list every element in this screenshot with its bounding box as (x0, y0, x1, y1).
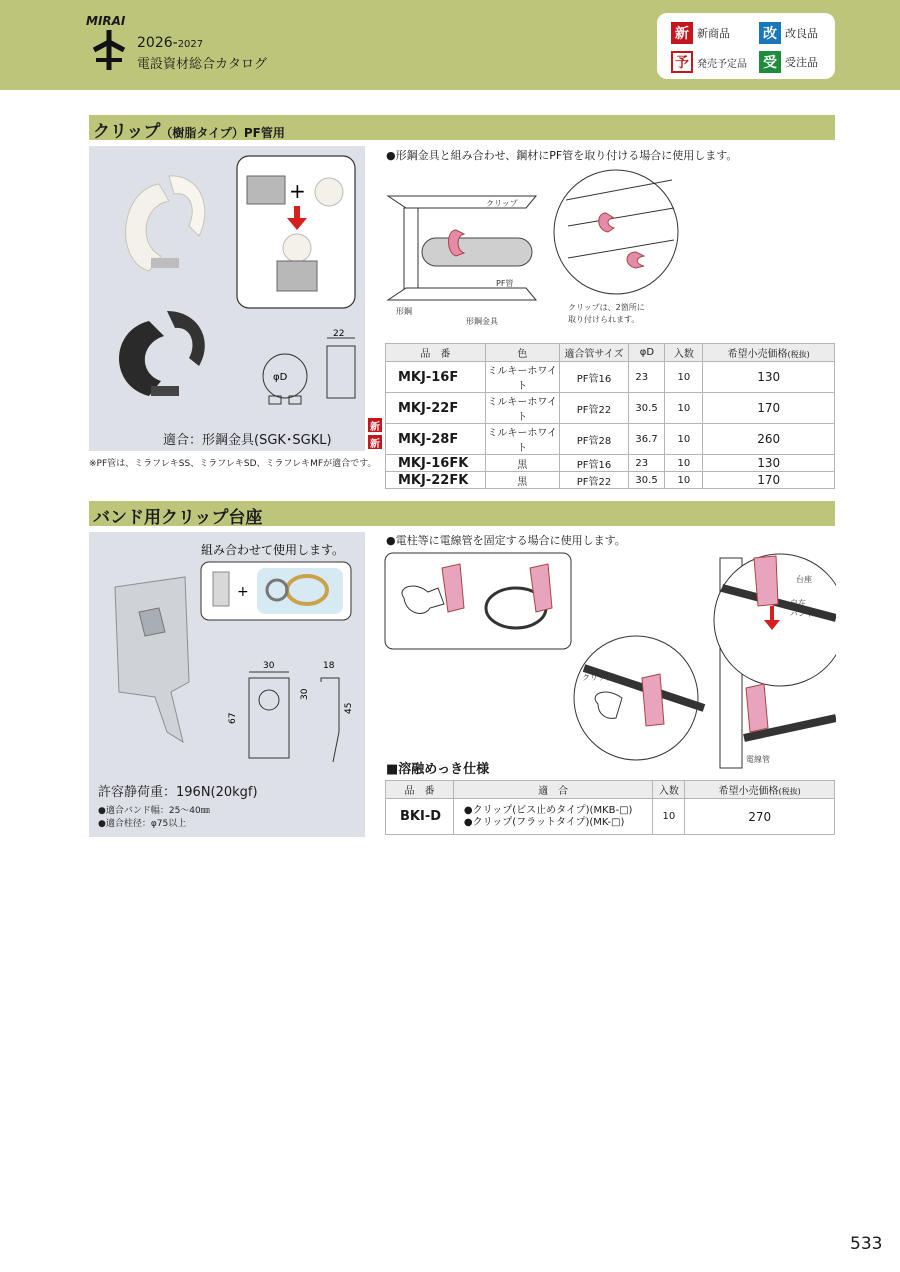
dimension-45: 45 (344, 702, 354, 714)
diagram-note-line1: クリップは、2箇所に (568, 303, 645, 312)
legend-box (657, 13, 835, 79)
diagram-label-steel: 形鋼 (396, 307, 412, 316)
diagram-label-clip: クリップ (582, 673, 614, 682)
catalog-title: 電設資材総合カタログ (137, 57, 268, 72)
mirai-logo-icon (86, 20, 132, 72)
diagram-note-line2: 取り付けられます。 (568, 315, 640, 324)
clip-installation-diagram (386, 168, 706, 332)
clip-compat-caption: 適合：形鋼金具(SGK･SGKL) (163, 433, 332, 448)
band-base-spec-table (385, 780, 835, 835)
table-header-row: 品 番 色 適合管サイズ φD 入数 希望小売価格(税抜) (386, 344, 835, 362)
table-row: MKJ-16FK 黒 PF管16 23 10 130 (386, 455, 835, 472)
plus-sign: + (237, 584, 249, 600)
dimension-30-width: 30 (263, 661, 275, 671)
table-row: BKI-D ●クリップ(ビス止めタイプ)(MKB-□) ●クリップ(フラットタイプ)(MK-□) 10 270 (386, 799, 835, 835)
planned-badge-icon: 予 (671, 51, 693, 73)
legend-planned: 予 発売予定品 (671, 51, 747, 73)
table-header-row: 品 番 適 合 入数 希望小売価格(税抜) (386, 781, 835, 799)
clip-product-illustration (89, 146, 365, 451)
new-badge-icon: 新 (368, 435, 382, 449)
diagram-label-conduit: 電線管 (746, 755, 770, 764)
clip-product-image-panel (89, 146, 365, 451)
dimension-67: 67 (228, 712, 238, 724)
brand-logo-text: MIRAI (86, 14, 126, 28)
band-width-spec: ●適合バンド幅：25～40㎜ (98, 806, 210, 816)
section-title-band-clip-base: バンド用クリップ台座 (89, 501, 835, 526)
diagram-label-free-band-1: 自在 (790, 599, 806, 608)
dimension-d: φD (273, 372, 288, 383)
clip-footnote: ※PF管は、ミラフレキSS、ミラフレキSD、ミラフレキMFが適合です。 (89, 459, 377, 469)
legend-improved: 改 改良品 (759, 22, 818, 44)
diagram-label-fitting: 形鋼金具 (466, 317, 498, 326)
improved-badge-icon: 改 (759, 22, 781, 44)
diagram-label-base: 台座 (796, 575, 812, 584)
diagram-label-clip: クリップ (486, 199, 518, 208)
clip-spec-table (385, 343, 835, 489)
dimension-18: 18 (323, 661, 335, 671)
pole-diameter-spec: ●適合柱径：φ75以上 (98, 819, 187, 829)
page-header (0, 0, 900, 90)
page-number: 533 (850, 1234, 883, 1254)
dimension-30-height: 30 (300, 688, 310, 700)
catalog-year: 2026-2027 (137, 35, 204, 51)
allowable-load: 許容静荷重：196N(20kgf) (98, 785, 258, 800)
order-badge-icon: 受 (759, 51, 781, 73)
band-base-description: ●電柱等に電線管を固定する場合に使用します。 (386, 534, 626, 547)
diagram-label-free-band-2: バンド (790, 609, 814, 618)
legend-new: 新 新商品 (671, 22, 730, 44)
hot-dip-galvanized-subhead: ■溶融めっき仕様 (386, 762, 490, 777)
table-row: MKJ-22FK 黒 PF管22 30.5 10 170 (386, 472, 835, 489)
legend-order: 受 受注品 (759, 51, 818, 73)
diagram-label-pf: PF管 (496, 279, 514, 288)
combo-label: 組み合わせて使用します。 (201, 543, 345, 557)
plus-sign: + (289, 179, 306, 203)
new-badge-icon: 新 (671, 22, 693, 44)
table-row: MKJ-28F ミルキーホワイト PF管28 36.7 10 260 (386, 424, 835, 455)
table-row: MKJ-16F ミルキーホワイト PF管16 23 10 130 (386, 362, 835, 393)
clip-description: ●形鋼金具と組み合わせ、鋼材にPF管を取り付ける場合に使用します。 (386, 149, 738, 162)
dimension-22: 22 (333, 329, 345, 339)
section-title-clip: クリップ（樹脂タイプ）PF管用 (89, 115, 835, 140)
band-base-installation-diagram (384, 548, 836, 770)
new-badge-icon: 新 (368, 418, 382, 432)
table-row: MKJ-22F ミルキーホワイト PF管22 30.5 10 170 (386, 393, 835, 424)
